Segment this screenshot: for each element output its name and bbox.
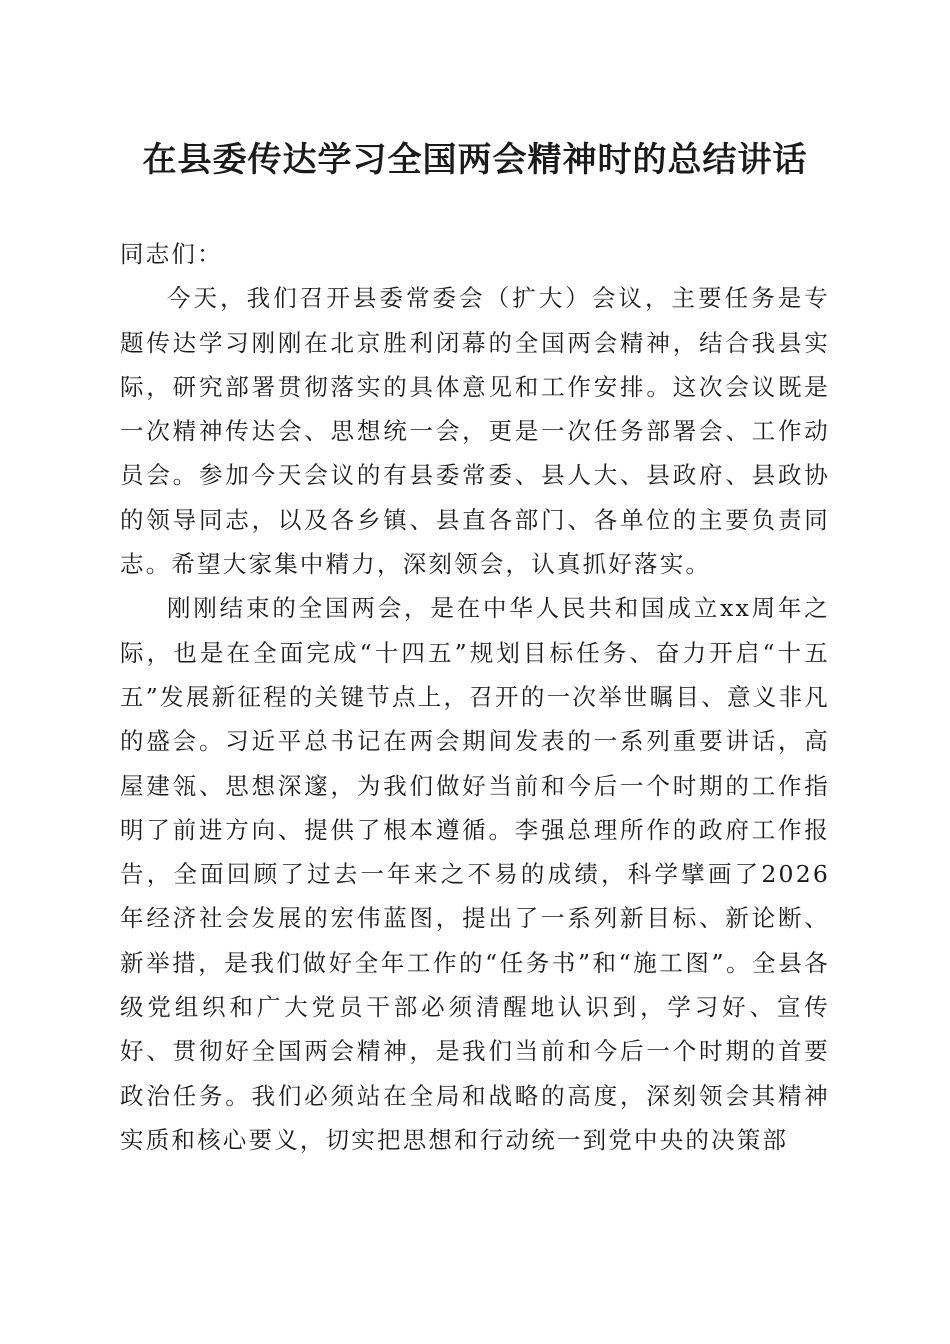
paragraph-2: 刚刚结束的全国两会，是在中华人民共和国成立xx周年之际，也是在全面完成“十四五”规划目标任务、奋力开启“十五五”发展新征程的关键节点上，召开的一次举世瞩目、意义非凡的盛会。习近平总书记在两会期间发表的一系列重要讲话，高屋建瓴、思想深邃，为我们做好当前和今后一个时期的工作指明了前进方向、提供了根本遵循。李强总理所作的政府工作报告，全面回顾了过去一年来之不易的成绩，科学擘画了2026年经济社会发展的宏伟蓝图，提出了一系列新目标、新论断、新举措，是我们做好全年工作的“任务书”和“施工图”。全县各级党组织和广大党员干部必须清醒地认识到，学习好、宣传好、贯彻好全国两会精神，是我们当前和今后一个时期的首要政治任务。我们必须站在全局和战略的高度，深刻领会其精神实质和核心要义，切实把思想和行动统一到党中央的决策部 [120, 594, 830, 1154]
document-title: 在县委传达学习全国两会精神时的总结讲话 [142, 140, 808, 180]
salutation: 同志们： [120, 240, 223, 268]
paragraph-1: 今天，我们召开县委常委会（扩大）会议，主要任务是专题传达学习刚刚在北京胜利闭幕的全国两会精神，结合我县实际，研究部署贯彻落实的具体意见和工作安排。这次会议既是一次精神传达会、思想统一会，更是一次任务部署会、工作动员会。参加今天会议的有县委常委、县人大、县政府、县政协的领导同志，以及各乡镇、县直各部门、各单位的主要负责同志。希望大家集中精力，深刻领会，认真抓好落实。 [120, 284, 830, 579]
document-body [120, 232, 830, 1162]
